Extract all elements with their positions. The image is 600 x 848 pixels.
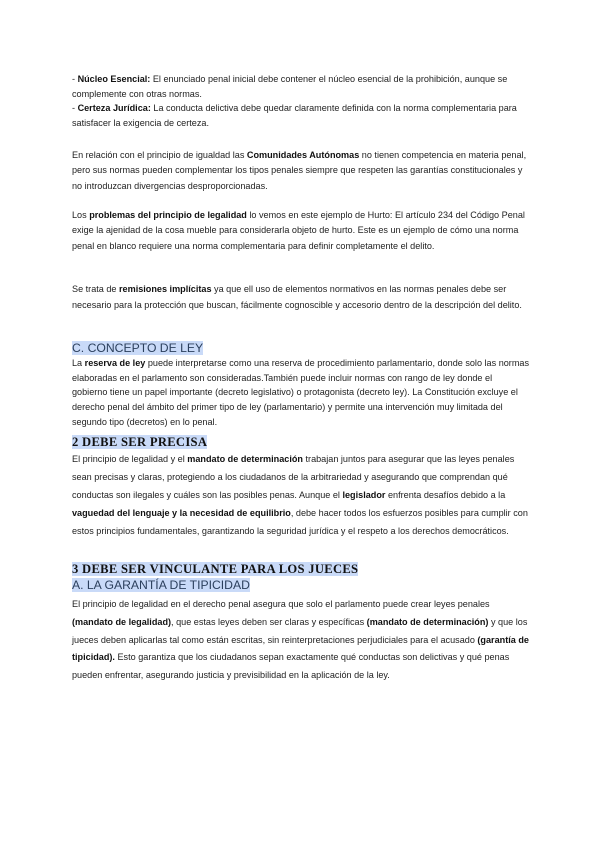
paragraph-problemas-legalidad (72, 208, 530, 254)
term-reserva-de-ley: reserva de ley (84, 358, 146, 368)
term-mandato-legalidad: (mandato de legalidad) (72, 616, 172, 627)
heading-vinculante-jueces (72, 561, 358, 577)
text: Se trata de (72, 284, 120, 294)
term-legislador: legislador (342, 490, 386, 500)
paragraph-reserva-de-ley (72, 356, 530, 430)
bullet-dash: - (72, 103, 78, 114)
text: En relación con el principio de igualdad las (72, 150, 247, 160)
term-garantia-tipicidad: (garantía de tipicidad). (72, 634, 529, 663)
text: El principio de legalidad en el derecho penal asegura que solo el parlamento puede crear leyes penales (72, 599, 490, 609)
text-nucleo-esencial: El enunciado penal inicial debe contener el núcleo esencial de la prohibición, aunque se complemente con otras normas. (72, 74, 508, 99)
paragraph-requirements (72, 72, 530, 130)
term-remisiones-implicitas: remisiones implícitas (119, 284, 212, 294)
paragraph-comunidades-autonomas (72, 148, 530, 194)
text: La (72, 358, 85, 368)
text: ya que ell uso de elementos normativos en las normas penales debe ser necesario para la protección que buscan, fácilmente cognoscible y accesorio dentro de la descripción del delito. (72, 284, 522, 310)
term-problemas-legalidad: problemas del principio de legalidad (89, 210, 247, 220)
heading-debe-ser-precisa (72, 434, 207, 450)
term-certeza-juridica: Certeza Jurídica: (77, 103, 151, 114)
paragraph-mandato-determinacion (72, 450, 530, 540)
text: , que estas leyes deben ser claras y específicas (171, 616, 367, 627)
term-nucleo-esencial: Núcleo Esencial: (77, 74, 151, 84)
heading-text: A. LA GARANTÍA DE TIPICIDAD (72, 578, 250, 592)
term-comunidades-autonomas: Comunidades Autónomas (246, 150, 360, 160)
heading-text: 3 DEBE SER VINCULANTE PARA LOS JUECES (72, 562, 359, 576)
paragraph-garantia-tipicidad (72, 596, 530, 685)
text: no tienen competencia en materia penal, pero sus normas pueden complementar los tipos penales siempre que respeten las garantías constitucionales y no introduzcan divergencias desproporcionadas. (72, 150, 527, 191)
term-vaguedad-lenguaje: vaguedad del lenguaje y la necesidad de equilibrio (72, 508, 291, 518)
text-certeza-juridica: La conducta delictiva debe quedar claramente definida con la norma complementaria para satisfacer la exigencia de certeza. (72, 103, 517, 128)
text: , debe hacer todos los esfuerzos posibles para cumplir con estos principios fundamentales, garantizando la seguridad jurídica y el respeto a los derechos democráticos. (72, 508, 528, 536)
bullet-dash: - (72, 74, 78, 84)
text: puede interpretarse como una reserva de procedimiento parlamentario, donde solo las normas elaboradas en el parlamento son consideradas.También puede incluir normas con rango de ley donde el gobierno tiene un papel importante (decreto legislativo) o protagonista (decreto ley). La Constitución excluye el derecho penal del ámbito del primer tipo de ley (parlamentario) y permite una intervención muy limitada del segundo tipo (decretos) en lo penal. (72, 358, 530, 427)
heading-garantia-tipicidad (72, 578, 250, 593)
text: El principio de legalidad y el (72, 454, 188, 464)
term-mandato-determinacion: (mandato de determinación) (366, 616, 489, 627)
heading-text: C. CONCEPTO DE LEY (72, 341, 204, 355)
heading-text: 2 DEBE SER PRECISA (72, 435, 208, 449)
text: lo vemos en este ejemplo de Hurto: El artículo 234 del Código Penal exige la ajenidad de la cosa mueble para considerarla objeto de hurto. Este es un ejemplo de cómo una norma penal en blanco requiere una norma complementaria para definir completamente el delito. (72, 210, 525, 251)
text: Los (72, 210, 90, 220)
term-mandato-determinacion: mandato de determinación (187, 454, 303, 464)
text: Esto garantiza que los ciudadanos sepan exactamente qué conductas son delictivas y qué penas pueden enfrentar, asegurando justicia y previsibilidad en la aplicación de la ley. (72, 652, 510, 681)
paragraph-remisiones-implicitas (72, 282, 530, 313)
heading-concepto-de-ley (72, 341, 203, 356)
text: trabajan juntos para asegurar que las leyes penales sean precisas y claras, protegiendo a los ciudadanos de la arbitrariedad y asegurando que comprendan qué conductas son ilegales y cuáles son las posibles penas. Aunque el (72, 454, 515, 500)
text: y que los jueces deben aplicarlas tal como están escritas, sin reinterpretaciones perjudiciales para el acusado (72, 616, 528, 645)
text: enfrenta desafíos debido a la (385, 490, 506, 500)
